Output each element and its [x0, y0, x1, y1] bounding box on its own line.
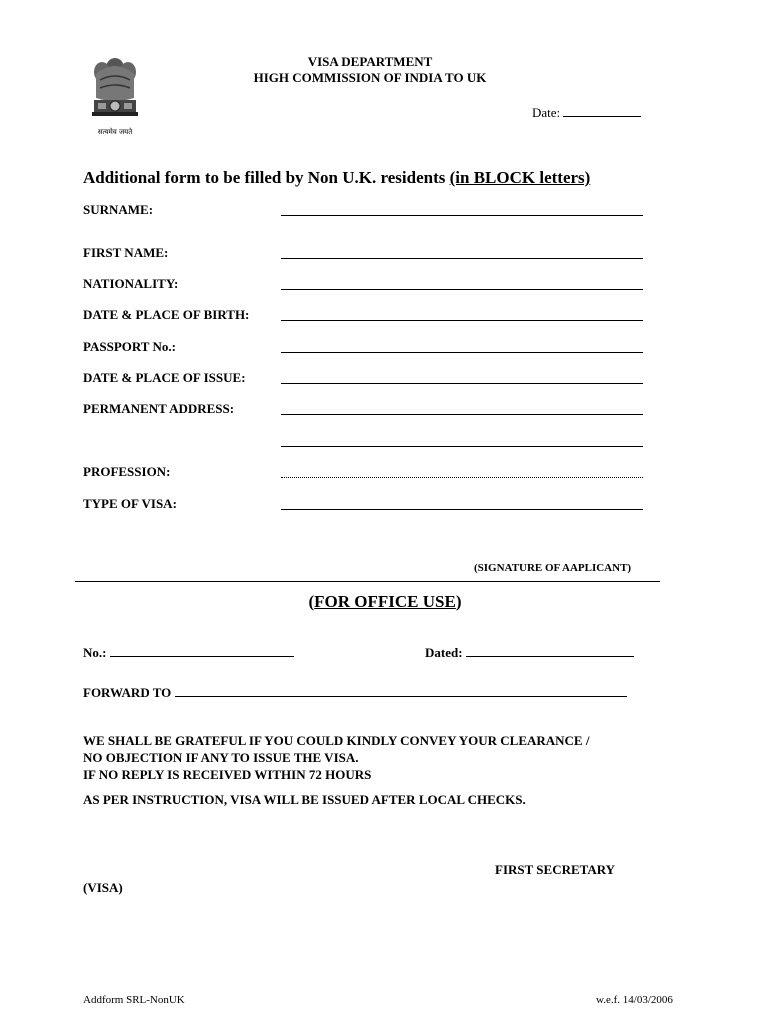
dob-place-label: DATE & PLACE OF BIRTH:: [83, 307, 250, 322]
footer-form-code: Addform SRL-NonUK: [83, 994, 185, 1006]
form-title-emphasis: (in BLOCK letters): [449, 168, 591, 187]
dob-place-field[interactable]: [281, 320, 643, 321]
forward-to-row: [83, 684, 627, 701]
office-no-field[interactable]: [110, 644, 294, 657]
profession-label: PROFESSION:: [83, 464, 171, 479]
national-emblem: [82, 50, 148, 142]
office-use-heading: [0, 592, 770, 612]
clearance-message-line4: AS PER INSTRUCTION, VISA WILL BE ISSUED AFTER LOCAL CHECKS.: [83, 792, 526, 807]
forward-to-field[interactable]: [175, 684, 627, 697]
date-field[interactable]: [563, 104, 641, 117]
office-no-row: [83, 644, 294, 661]
clearance-message-line1: WE SHALL BE GRATEFUL IF YOU COULD KINDLY CONVEY YOUR CLEARANCE /: [83, 733, 590, 748]
commission-heading: HIGH COMMISSION OF INDIA TO UK: [253, 70, 487, 85]
form-title: [83, 168, 590, 188]
form-title-main: Additional form to be filled by Non U.K. residents: [83, 168, 450, 187]
date-row: [532, 104, 641, 121]
first-name-field[interactable]: [281, 258, 643, 259]
address-field-line2[interactable]: [281, 446, 643, 447]
visa-type-field[interactable]: [281, 509, 643, 510]
office-heading-open: (: [308, 592, 315, 611]
office-heading-close: ): [455, 592, 462, 611]
section-divider: [75, 581, 660, 582]
address-label: PERMANENT ADDRESS:: [83, 401, 235, 416]
profession-field[interactable]: [281, 477, 643, 478]
signature-label: (SIGNATURE OF AAPLICANT): [474, 562, 632, 574]
clearance-message-line2: NO OBJECTION IF ANY TO ISSUE THE VISA.: [83, 750, 359, 765]
footer-effective-date: w.e.f. 14/03/2006: [596, 994, 673, 1006]
surname-field[interactable]: [281, 215, 643, 216]
visa-label: (VISA): [83, 880, 123, 895]
issue-field[interactable]: [281, 383, 643, 384]
forward-to-label: FORWARD TO: [83, 685, 172, 700]
passport-field[interactable]: [281, 352, 643, 353]
office-dated-field[interactable]: [466, 644, 634, 657]
issue-label: DATE & PLACE OF ISSUE:: [83, 370, 246, 385]
office-no-label: No.:: [83, 645, 107, 660]
office-dated-label: Dated:: [425, 645, 463, 660]
address-field-line1[interactable]: [281, 414, 643, 415]
nationality-field[interactable]: [281, 289, 643, 290]
first-name-label: FIRST NAME:: [83, 245, 169, 260]
first-secretary-label: FIRST SECRETARY: [495, 862, 616, 877]
nationality-label: NATIONALITY:: [83, 276, 179, 291]
clearance-message-line3: IF NO REPLY IS RECEIVED WITHIN 72 HOURS: [83, 767, 372, 782]
office-dated-row: [425, 644, 634, 661]
visa-type-label: TYPE OF VISA:: [83, 496, 177, 511]
office-heading-text: FOR OFFICE USE: [314, 592, 456, 611]
passport-label: PASSPORT No.:: [83, 339, 176, 354]
department-heading: VISA DEPARTMENT: [307, 54, 433, 69]
surname-label: SURNAME:: [83, 202, 154, 217]
emblem-caption: सत्यमेव जयते: [97, 128, 133, 136]
date-label: Date:: [532, 105, 561, 120]
